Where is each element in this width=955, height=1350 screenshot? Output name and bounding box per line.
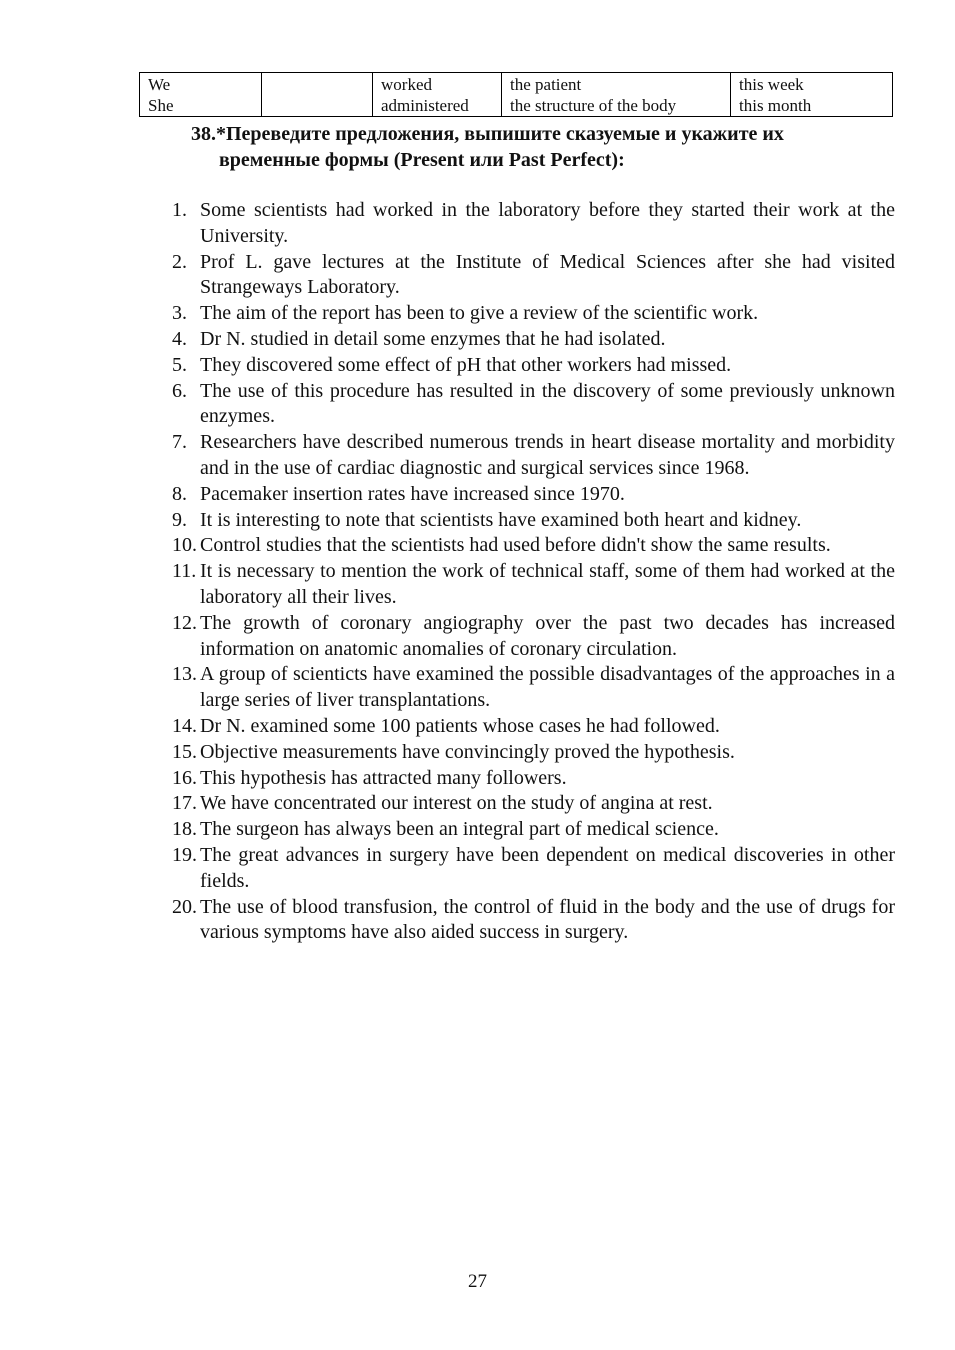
cell-text: administered [381,96,469,115]
exercise-heading-line-2: временные формы (Present или Past Perfect): [219,149,625,171]
sentence-item [168,353,895,379]
sentence-text: Pacemaker insertion rates have increased since 1970. [200,482,625,505]
sentence-text: The surgeon has always been an integral part of medical science. [200,818,719,841]
sentence-number: 8. [172,482,187,505]
sentence-list [168,198,895,946]
sentence-number: 3. [172,302,187,325]
sentence-item [168,714,895,740]
sentence-text: Prof L. gave lectures at the Institute of Medical Sciences after she had visited Strangeways Laboratory. [200,250,895,299]
sentence-text: A group of scienticts have examined the possible disadvantages of the approaches in a large series of liver transplantations. [200,663,895,712]
sentence-text: The aim of the report has been to give a review of the scientific work. [200,302,759,325]
sentence-item [168,559,895,611]
sentence-item [168,662,895,714]
sentence-item [168,198,895,250]
table-cell-object [502,73,731,117]
substitution-table [139,72,893,117]
sentence-text: It is interesting to note that scientists have examined both heart and kidney. [200,508,802,531]
sentence-item [168,533,895,559]
sentence-text: We have concentrated our interest on the study of angina at rest. [200,792,713,815]
sentence-text: Objective measurements have convincingly proved the hypothesis. [200,740,735,763]
sentence-number: 6. [172,379,187,402]
sentence-text: Some scientists had worked in the laboratory before they started their work at the University. [200,199,895,247]
sentence-text: The use of blood transfusion, the control of fluid in the body and the use of drugs for various symptoms have also aided success in surgery. [200,895,895,944]
cell-text: We [148,75,171,94]
exercise-heading [191,121,895,173]
sentence-text: The growth of coronary angiography over the past two decades has increased information on anatomic anomalies of coronary circulation. [200,611,895,660]
sentence-number: 19. [172,843,197,866]
sentence-number: 20. [172,895,197,918]
sentence-number: 5. [172,353,187,376]
sentence-item [168,379,895,431]
table-cell-empty [262,73,373,117]
sentence-item [168,766,895,792]
sentence-text: They discovered some effect of pH that other workers had missed. [200,353,732,376]
sentence-text: This hypothesis has attracted many followers. [200,766,567,789]
table-cell-subject [140,73,262,117]
sentence-number: 15. [172,740,197,763]
sentence-text: The great advances in surgery have been dependent on medical discoveries in other fields. [200,843,895,892]
sentence-item [168,508,895,534]
cell-text: this week [739,75,804,94]
sentence-number: 14. [172,714,197,737]
sentence-number: 7. [172,431,187,454]
sentence-text: Researchers have described numerous trends in heart disease mortality and morbidity and in the use of cardiac diagnostic and surgical services since 1968. [200,431,895,479]
sentence-item [168,482,895,508]
sentence-number: 18. [172,818,197,841]
sentence-number: 11. [172,560,197,583]
sentence-item [168,895,895,947]
sentence-item [168,250,895,302]
sentence-number: 9. [172,508,187,531]
cell-text: the structure of the body [510,96,677,115]
sentence-item [168,301,895,327]
exercise-heading-line-1: 38.*Переведите предложения, выпишите сказуемые и укажите их [191,123,784,145]
sentence-number: 12. [172,611,197,634]
sentence-text: Control studies that the scientists had used before didn't show the same results. [200,534,831,557]
sentence-text: Dr N. studied in detail some enzymes that he had isolated. [200,327,666,350]
cell-text: She [148,96,174,115]
sentence-item [168,430,895,482]
sentence-number: 13. [172,663,197,686]
cell-text: this month [739,96,812,115]
sentence-item [168,843,895,895]
sentence-item [168,327,895,353]
sentence-item [168,791,895,817]
cell-text: the patient [510,75,582,94]
page-number: 27 [468,1271,487,1292]
sentence-text: It is necessary to mention the work of technical staff, some of them had worked at the laboratory all their lives. [200,560,895,608]
table-row [140,73,893,117]
sentence-item [168,817,895,843]
sentence-item [168,740,895,766]
sentence-item [168,611,895,663]
sentence-number: 2. [172,250,187,273]
cell-text: worked [381,75,432,94]
sentence-number: 17. [172,792,197,815]
sentence-number: 4. [172,327,187,350]
sentence-number: 1. [172,199,187,221]
sentence-number: 16. [172,766,197,789]
sentence-text: The use of this procedure has resulted in the discovery of some previously unknown enzymes. [200,379,895,428]
sentence-number: 10. [172,534,197,557]
sentence-text: Dr N. examined some 100 patients whose cases he had followed. [200,714,720,737]
table-cell-time [731,73,893,117]
table-cell-verb [373,73,502,117]
